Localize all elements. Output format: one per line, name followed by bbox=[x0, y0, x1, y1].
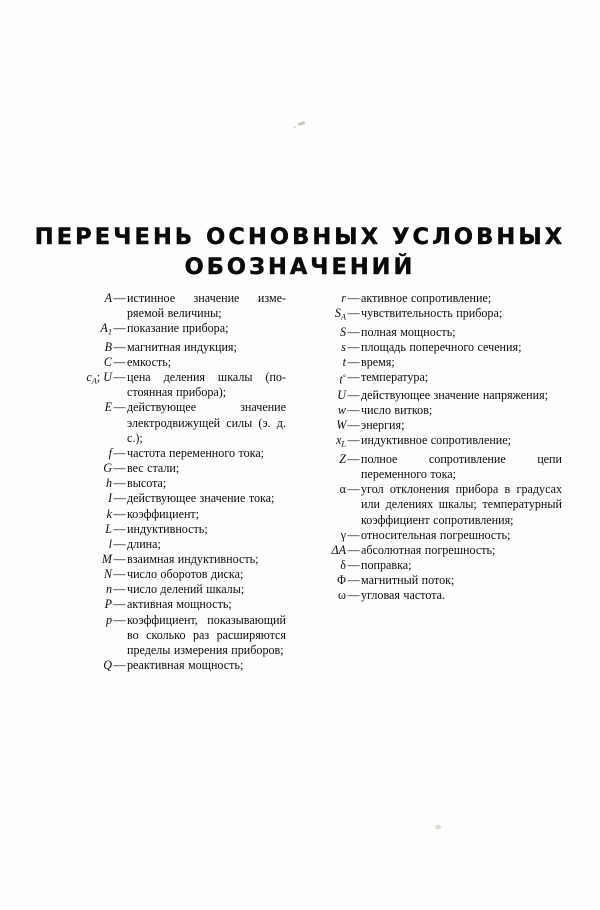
symbol-dash: — bbox=[113, 291, 126, 305]
symbol-entry bbox=[310, 340, 562, 355]
symbol-glyph: p bbox=[105, 612, 112, 627]
symbol-definition: цена деления шкалы (постоянная прибора); bbox=[127, 370, 286, 400]
symbol-dash: — bbox=[347, 306, 360, 321]
symbol-dash: — bbox=[347, 324, 360, 339]
symbol-dash: — bbox=[347, 370, 360, 385]
symbol-definition: число витков; bbox=[361, 403, 433, 418]
symbol-glyph: r bbox=[341, 291, 346, 305]
symbol-entry bbox=[72, 597, 286, 612]
symbol-dash: — bbox=[113, 567, 126, 582]
symbol-definition: реактивная мощность; bbox=[127, 658, 244, 673]
symbol-definition: поправка; bbox=[361, 558, 412, 573]
symbol-dash: — bbox=[347, 433, 360, 448]
symbol-entry bbox=[72, 582, 286, 597]
symbol-entry bbox=[72, 355, 286, 370]
symbol-entry bbox=[310, 388, 562, 403]
symbol-dash: — bbox=[113, 491, 126, 506]
symbol-dash: — bbox=[113, 552, 126, 566]
symbol-dash: — bbox=[113, 582, 126, 597]
symbol-dash: — bbox=[113, 612, 126, 627]
symbol-glyph: L bbox=[105, 521, 112, 536]
symbol-definition: относительная погрешность; bbox=[361, 527, 511, 542]
symbol-definition: активная мощность; bbox=[127, 597, 232, 612]
symbol-definition: полное сопротивление цепи переменного тока; bbox=[361, 451, 562, 482]
symbol-dash: — bbox=[113, 321, 126, 336]
symbol-glyph: U bbox=[337, 387, 346, 402]
symbol-dash: — bbox=[113, 354, 126, 369]
symbol-definition: магнитная индукция; bbox=[127, 339, 237, 354]
symbol-glyph: P bbox=[104, 597, 112, 612]
symbol-glyph: G bbox=[103, 461, 112, 476]
symbol-definition: площадь поперечного сечения; bbox=[361, 339, 522, 354]
scan-artifact-top bbox=[298, 121, 306, 126]
symbol-entry bbox=[310, 418, 562, 433]
symbol-glyph: Z bbox=[339, 451, 346, 466]
symbol-entry bbox=[72, 321, 286, 340]
symbol-entry bbox=[310, 543, 562, 558]
symbol-glyph: $c_A$; U bbox=[86, 370, 112, 386]
symbol-dash: — bbox=[113, 658, 126, 673]
symbol-glyph: C bbox=[103, 354, 112, 369]
symbol-glyph: α bbox=[339, 482, 346, 497]
symbol-dash: — bbox=[347, 418, 360, 433]
symbol-entry bbox=[310, 433, 562, 452]
symbol-definition: число оборотов диска; bbox=[127, 567, 244, 582]
symbol-glyph: ω bbox=[338, 588, 346, 603]
symbol-entry bbox=[72, 567, 286, 582]
symbol-glyph: k bbox=[106, 506, 112, 521]
symbol-dash: — bbox=[113, 339, 126, 354]
symbol-glyph: s bbox=[341, 339, 346, 354]
symbol-glyph: γ bbox=[340, 527, 346, 542]
symbol-dash: — bbox=[113, 476, 126, 491]
symbol-definition: истинное значение измеряемой величины; bbox=[127, 291, 286, 321]
symbol-definition: коэффициент; bbox=[127, 506, 200, 521]
symbol-definition: энергия; bbox=[361, 418, 405, 433]
symbol-list-right-column bbox=[300, 291, 600, 604]
symbol-definition: температура; bbox=[361, 370, 429, 385]
page-title bbox=[0, 222, 600, 282]
symbol-glyph: S bbox=[339, 324, 346, 339]
symbol-entry bbox=[72, 446, 286, 461]
symbol-definition: длина; bbox=[127, 536, 161, 551]
symbol-glyph: t bbox=[342, 354, 346, 369]
symbol-definition: действующее значение электродвижущей силы (э. д. с.); bbox=[127, 400, 286, 445]
symbol-entry bbox=[72, 491, 286, 506]
symbol-dash: — bbox=[347, 291, 360, 305]
symbol-dash: — bbox=[347, 573, 360, 588]
symbol-entry bbox=[310, 355, 562, 370]
symbol-definition: активное сопротивление; bbox=[361, 291, 492, 305]
symbol-entry bbox=[310, 403, 562, 418]
symbol-list-left-column bbox=[0, 291, 300, 673]
symbol-glyph: f bbox=[108, 445, 112, 460]
symbol-definition: действующее значение тока; bbox=[127, 491, 275, 506]
page-title-line-2: ОБОЗНАЧЕНИЙ bbox=[184, 254, 416, 280]
symbol-glyph: t° bbox=[339, 372, 346, 387]
symbol-glyph: Φ bbox=[337, 573, 346, 588]
symbol-glyph: $A_1$ bbox=[100, 321, 112, 337]
symbol-definition: индуктивное сопротивление; bbox=[361, 433, 511, 448]
symbol-dash: — bbox=[347, 403, 360, 418]
symbol-definition: емкость; bbox=[127, 354, 172, 369]
symbol-entry bbox=[310, 482, 562, 527]
symbol-definition: показание прибора; bbox=[127, 321, 229, 336]
symbol-dash: — bbox=[113, 536, 126, 551]
symbol-entry bbox=[72, 658, 286, 673]
symbol-dash: — bbox=[347, 387, 360, 402]
symbol-glyph: δ bbox=[340, 558, 346, 573]
symbol-dash: — bbox=[347, 588, 360, 603]
symbol-definition: действующее значение напряжения; bbox=[361, 387, 549, 402]
symbol-dash: — bbox=[347, 542, 360, 557]
symbol-glyph: Q bbox=[103, 658, 112, 673]
symbol-definition: индуктивность; bbox=[127, 521, 208, 536]
symbol-dash: — bbox=[113, 597, 126, 612]
symbol-entry bbox=[310, 306, 562, 325]
symbol-glyph: N bbox=[103, 567, 112, 582]
symbol-entry bbox=[72, 340, 286, 355]
symbol-glyph: I bbox=[107, 491, 112, 506]
symbol-glyph: M bbox=[101, 552, 112, 566]
symbol-entry bbox=[72, 537, 286, 552]
symbol-definition: абсолютная погрешность; bbox=[361, 542, 496, 557]
symbol-dash: — bbox=[113, 461, 126, 476]
symbol-dash: — bbox=[347, 339, 360, 354]
symbol-dash: — bbox=[113, 506, 126, 521]
symbol-glyph: h bbox=[105, 476, 112, 491]
symbol-definition: вес стали; bbox=[127, 461, 180, 476]
symbol-entry bbox=[72, 552, 286, 567]
symbol-entry bbox=[310, 325, 562, 340]
symbol-entry bbox=[72, 507, 286, 522]
symbol-entry bbox=[310, 588, 562, 603]
scan-artifact-bottom bbox=[435, 825, 441, 829]
symbol-definition: магнитный поток; bbox=[361, 573, 455, 588]
symbol-dash: — bbox=[113, 521, 126, 536]
symbol-entry bbox=[310, 370, 562, 388]
symbol-definition: время; bbox=[361, 354, 395, 369]
symbol-dash: — bbox=[347, 451, 360, 466]
symbol-definition: полная мощность; bbox=[361, 324, 456, 339]
symbol-entry bbox=[310, 528, 562, 543]
symbol-glyph: W bbox=[336, 418, 346, 433]
symbol-definition: взаимная индуктивность; bbox=[127, 552, 259, 566]
symbol-entry bbox=[72, 522, 286, 537]
symbol-entry bbox=[310, 291, 562, 306]
symbol-glyph: E bbox=[104, 400, 112, 415]
symbol-entry bbox=[310, 452, 562, 482]
scan-artifact-top-speck bbox=[293, 126, 296, 128]
symbol-entry bbox=[72, 291, 286, 321]
symbol-glyph: $S_A$ bbox=[334, 306, 346, 322]
symbol-glyph: ΔA bbox=[331, 542, 346, 557]
symbol-glyph: n bbox=[105, 582, 112, 597]
symbol-dash: — bbox=[347, 482, 360, 497]
symbol-definition: высота; bbox=[127, 476, 167, 491]
symbol-dash: — bbox=[113, 370, 126, 385]
symbol-entry bbox=[72, 613, 286, 658]
symbol-list bbox=[0, 291, 600, 673]
symbol-entry bbox=[72, 370, 286, 400]
symbol-definition: чувствительность прибора; bbox=[361, 306, 503, 321]
symbol-entry bbox=[310, 573, 562, 588]
symbol-dash: — bbox=[113, 445, 126, 460]
symbol-dash: — bbox=[347, 527, 360, 542]
symbol-definition: угловая частота. bbox=[361, 588, 446, 603]
page-title-line-1: ПЕРЕЧЕНЬ ОСНОВНЫХ УСЛОВНЫХ bbox=[34, 224, 566, 250]
symbol-dash: — bbox=[347, 354, 360, 369]
symbol-glyph: $x_L$ bbox=[335, 433, 346, 449]
symbol-definition: число делений шкалы; bbox=[127, 582, 245, 597]
symbol-entry bbox=[72, 461, 286, 476]
symbol-definition: частота переменного тока; bbox=[127, 445, 265, 460]
symbol-definition: угол отклонения прибора в градусах или делениях шкалы; температурный коэффициент сопротивления; bbox=[361, 482, 562, 527]
symbol-glyph: l bbox=[108, 536, 112, 551]
symbol-dash: — bbox=[113, 400, 126, 415]
symbol-entry bbox=[310, 558, 562, 573]
symbol-entry bbox=[72, 476, 286, 491]
symbol-glyph: w bbox=[337, 403, 346, 418]
symbol-definition: коэффициент, показывающий во сколько раз расширяются пределы измерения приборов; bbox=[127, 612, 286, 657]
symbol-glyph: B bbox=[104, 339, 112, 354]
symbol-entry bbox=[72, 400, 286, 445]
symbol-dash: — bbox=[347, 558, 360, 573]
symbol-glyph: A bbox=[104, 291, 112, 305]
